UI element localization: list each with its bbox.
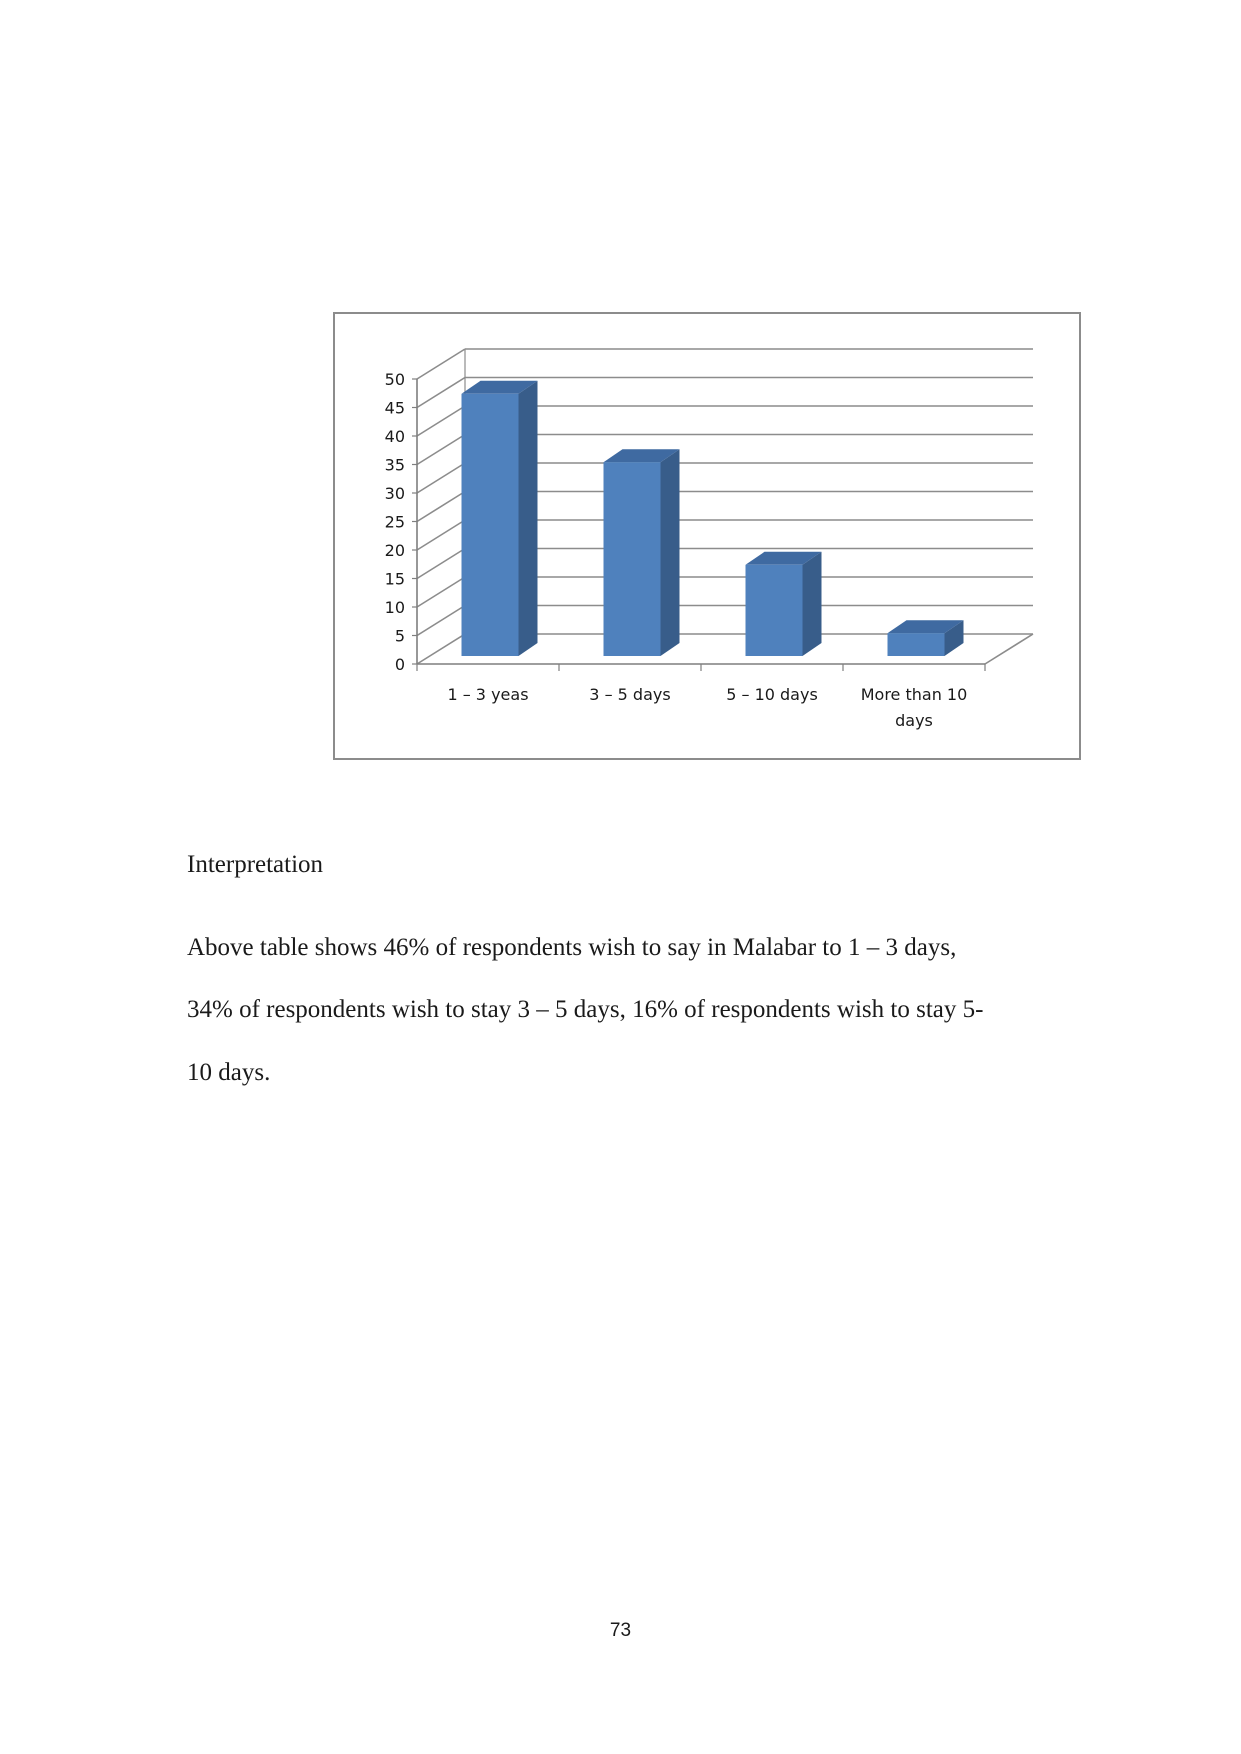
bar	[604, 462, 661, 656]
y-tick-label: 30	[384, 484, 405, 503]
bar	[746, 565, 803, 656]
side-wall-line	[417, 549, 465, 579]
y-tick-label: 15	[384, 569, 405, 589]
side-wall-line	[417, 577, 465, 607]
side-wall-line	[417, 492, 465, 522]
bar-chart	[335, 314, 1079, 758]
y-tick-label: 20	[384, 541, 405, 560]
bar-side-face	[661, 449, 680, 656]
paragraph-line-1: Above table shows 46% of respondents wish to say in Malabar to 1 – 3 days,	[187, 934, 957, 961]
side-wall-line	[417, 378, 465, 408]
section-heading: Interpretation	[187, 851, 324, 878]
y-tick-label: 45	[384, 398, 405, 418]
x-tick-label: 5 – 10 days	[726, 685, 818, 704]
y-tick-label: 40	[384, 427, 405, 446]
side-wall-line	[417, 634, 465, 664]
paragraph-line-2: 34% of respondents wish to stay 3 – 5 days, 16% of respondents wish to stay 5-	[187, 996, 984, 1023]
side-wall-line	[417, 520, 465, 550]
bar-side-face	[519, 381, 538, 656]
x-tick-label: days	[895, 711, 933, 730]
x-tick-label: More than 10	[860, 685, 968, 704]
bar	[462, 394, 519, 656]
x-tick-label: 3 – 5 days	[589, 685, 671, 704]
side-wall-line	[417, 406, 465, 436]
y-tick-label: 35	[384, 455, 405, 475]
side-wall-line	[417, 463, 465, 493]
side-wall-line	[417, 606, 465, 636]
bar	[888, 633, 945, 656]
y-tick-label: 25	[384, 512, 405, 532]
paragraph-line-3: 10 days.	[187, 1059, 271, 1086]
y-tick-label: 0	[394, 655, 405, 674]
y-tick-label: 50	[384, 370, 405, 389]
floor-edge	[985, 634, 1033, 664]
chart-frame	[333, 312, 1081, 760]
page-number: 73	[609, 1620, 632, 1641]
bar-side-face	[803, 552, 822, 656]
side-wall-line	[417, 435, 465, 465]
x-tick-label: 1 – 3 yeas	[447, 685, 529, 704]
y-tick-label: 10	[384, 598, 405, 617]
side-wall-line	[417, 349, 465, 379]
y-tick-label: 5	[394, 626, 405, 646]
